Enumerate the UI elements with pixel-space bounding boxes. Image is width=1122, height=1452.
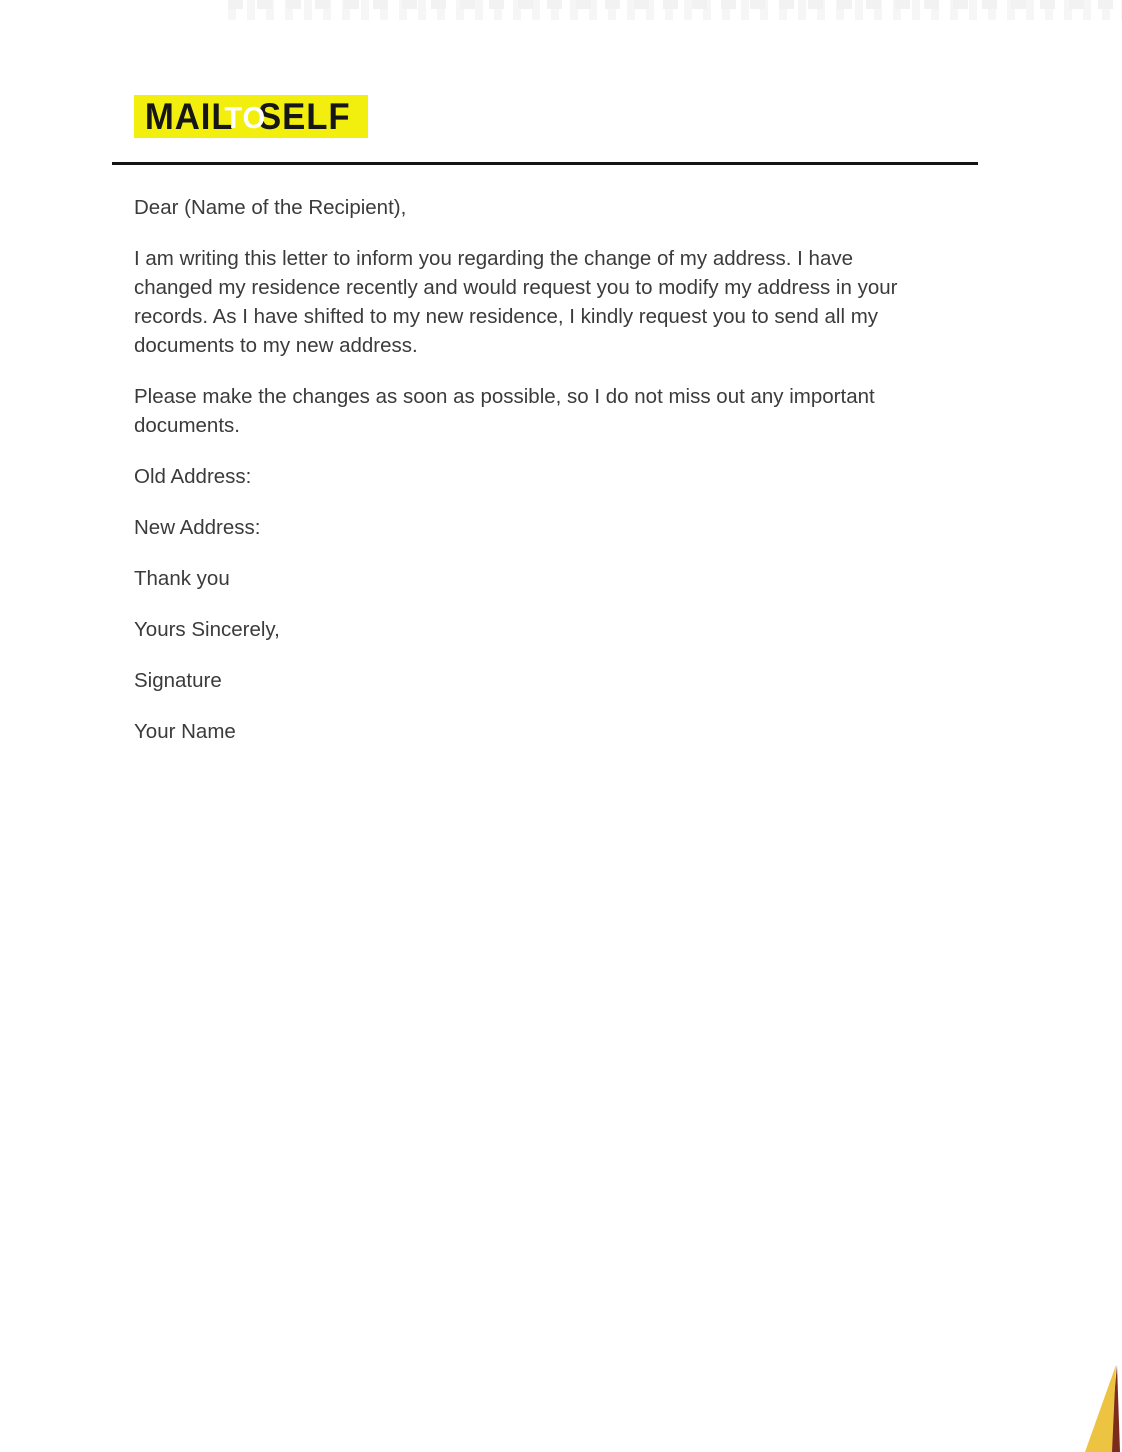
closing-line: Yours Sincerely, xyxy=(134,618,280,641)
logo-word-self: SELF xyxy=(257,96,351,137)
paragraph-line: I am writing this letter to inform you regarding the change of my address. I have xyxy=(134,247,853,270)
header-divider-line xyxy=(112,162,978,165)
paragraph-line: records. As I have shifted to my new residence, I kindly request you to send all my xyxy=(134,305,879,328)
thank-you-line: Thank you xyxy=(134,567,230,590)
old-address-label: Old Address: xyxy=(134,465,252,488)
paragraph-line: changed my residence recently and would request you to modify my address in your xyxy=(134,276,898,299)
corner-ribbon-fill-shape xyxy=(1085,1365,1116,1452)
cropped-text-artifact xyxy=(228,0,1122,20)
new-address-label: New Address: xyxy=(134,516,261,539)
paragraph-request xyxy=(134,382,979,440)
corner-ribbon-icon xyxy=(1022,1352,1122,1452)
logo-word-mail: MAIL xyxy=(144,96,234,137)
paragraph-address-change xyxy=(134,244,979,360)
paragraph-line: Please make the changes as soon as possible, so I do not miss out any important xyxy=(134,385,875,408)
sender-name-placeholder: Your Name xyxy=(134,720,236,743)
paragraph-line: documents. xyxy=(134,414,240,437)
paragraph-line: documents to my new address. xyxy=(134,334,418,357)
salutation: Dear (Name of the Recipient), xyxy=(134,196,407,219)
logo-word-to: TO xyxy=(224,100,267,135)
mail-to-self-logo xyxy=(134,95,368,138)
signature-placeholder: Signature xyxy=(134,669,222,692)
letter-body xyxy=(134,193,979,768)
